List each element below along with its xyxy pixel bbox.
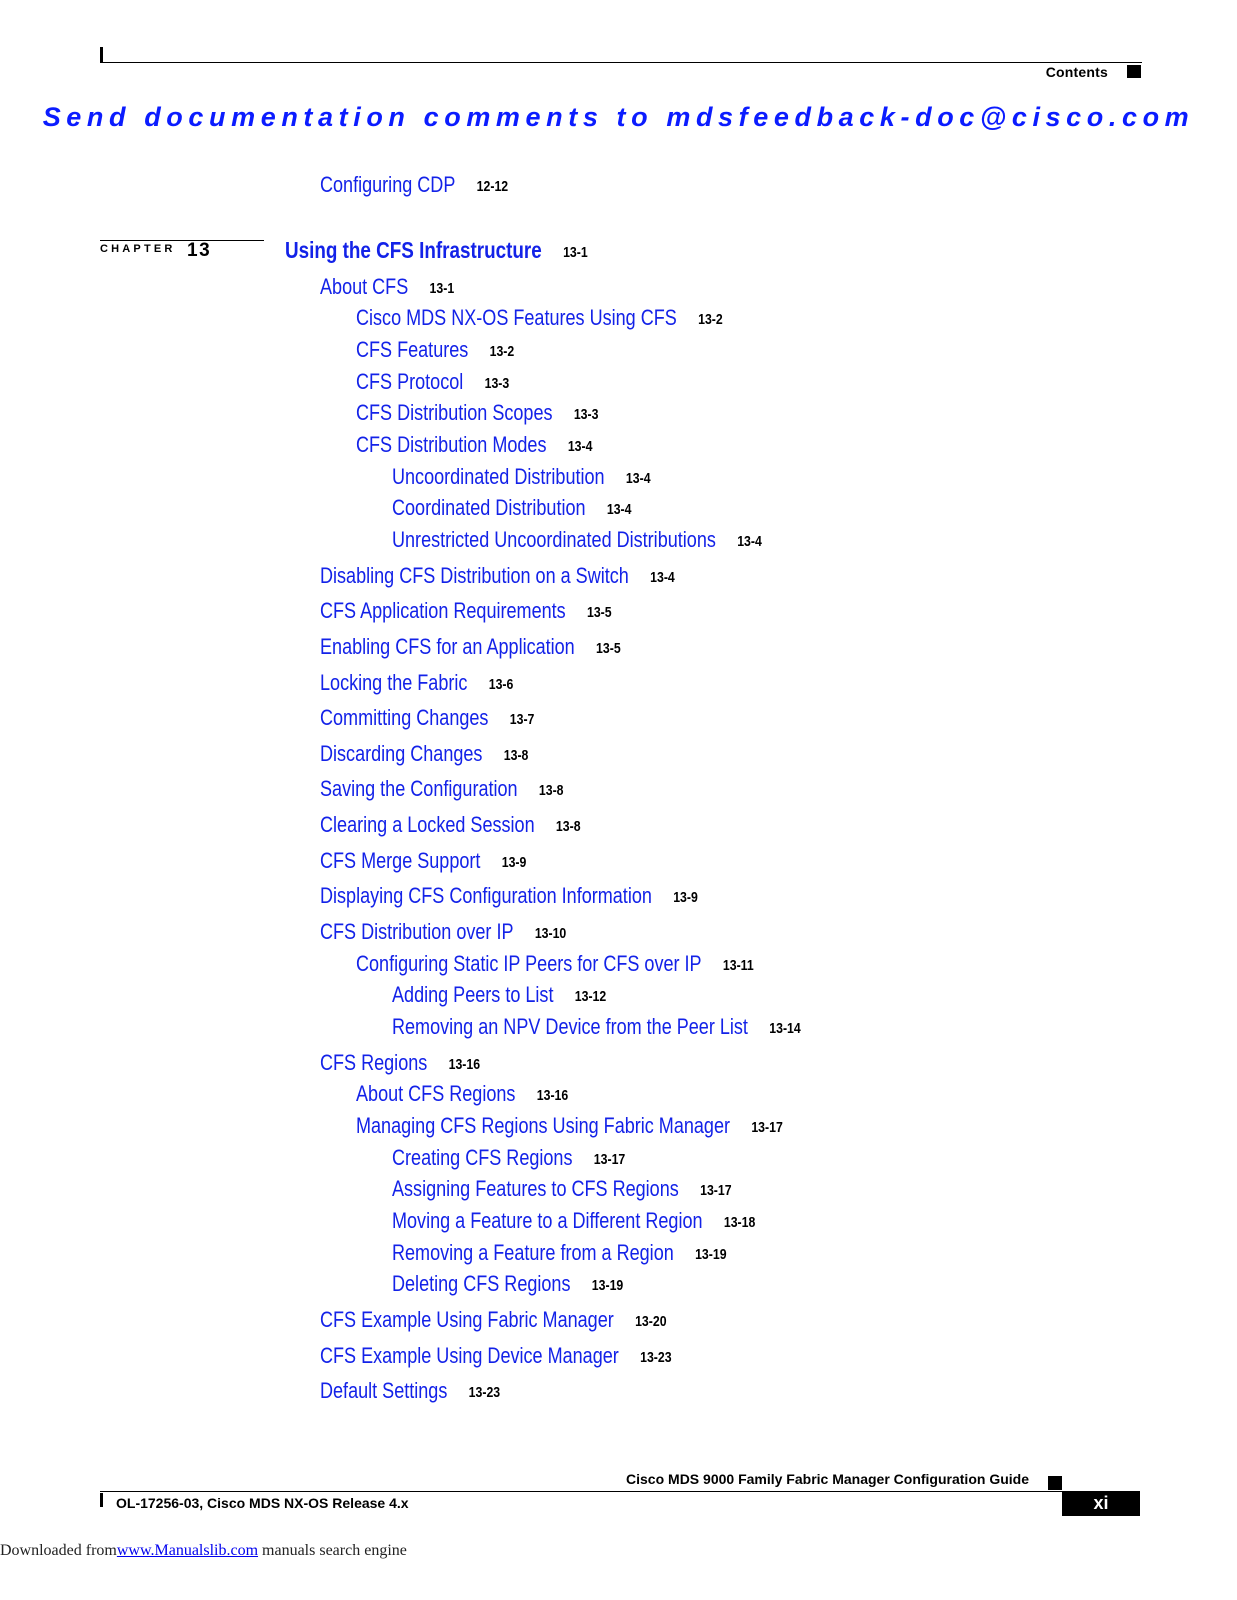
toc-entry[interactable] bbox=[356, 305, 723, 331]
toc-entry[interactable] bbox=[356, 337, 514, 363]
toc-page-number: 13-8 bbox=[538, 782, 564, 799]
toc-link[interactable]: Committing Changes bbox=[320, 705, 489, 730]
toc-entry[interactable] bbox=[320, 848, 526, 874]
toc-page-number: 13-16 bbox=[536, 1087, 569, 1104]
toc-entry[interactable] bbox=[320, 705, 534, 731]
toc-page-number: 13-12 bbox=[574, 988, 607, 1005]
toc-page-number: 13-1 bbox=[429, 280, 455, 297]
toc-entry[interactable] bbox=[392, 1176, 732, 1202]
toc-page-number: 13-19 bbox=[591, 1277, 624, 1294]
toc-link[interactable]: About CFS bbox=[320, 274, 409, 299]
download-credit bbox=[0, 1542, 407, 1560]
toc-link[interactable]: CFS Example Using Device Manager bbox=[320, 1343, 619, 1368]
toc-page-number: 13-8 bbox=[555, 818, 581, 835]
download-suffix: manuals search engine bbox=[258, 1542, 407, 1559]
toc-page-number: 13-7 bbox=[509, 711, 535, 728]
toc-page-number: 13-5 bbox=[586, 604, 612, 621]
toc-entry[interactable] bbox=[392, 1240, 727, 1266]
manualslib-link[interactable]: www.Manualslib.com bbox=[116, 1542, 259, 1559]
toc-page-number: 13-4 bbox=[650, 569, 675, 586]
toc-page-number: 13-8 bbox=[503, 747, 529, 764]
toc-entry[interactable] bbox=[320, 598, 612, 624]
toc-link[interactable]: Disabling CFS Distribution on a Switch bbox=[320, 563, 629, 588]
toc-link[interactable]: Coordinated Distribution bbox=[392, 495, 586, 520]
toc-page-number: 13-1 bbox=[563, 244, 588, 261]
toc-link[interactable]: CFS Protocol bbox=[356, 369, 464, 394]
chapter-label: CHAPTER bbox=[100, 243, 176, 255]
toc-link[interactable]: CFS Regions bbox=[320, 1050, 428, 1075]
footer-guide-title: Cisco MDS 9000 Family Fabric Manager Configuration Guide bbox=[626, 1471, 1029, 1487]
footer-doc-number: OL-17256-03, Cisco MDS NX-OS Release 4.x bbox=[116, 1495, 409, 1511]
toc-link[interactable]: Deleting CFS Regions bbox=[392, 1271, 571, 1296]
toc-link[interactable]: CFS Merge Support bbox=[320, 848, 481, 873]
toc-link[interactable]: Adding Peers to List bbox=[392, 982, 554, 1007]
toc-page-number: 13-9 bbox=[501, 854, 527, 871]
toc-link[interactable]: Configuring Static IP Peers for CFS over IP bbox=[356, 951, 702, 976]
toc-entry[interactable] bbox=[356, 1113, 783, 1139]
toc-link[interactable]: Unrestricted Uncoordinated Distributions bbox=[392, 527, 716, 552]
toc-link[interactable]: Moving a Feature to a Different Region bbox=[392, 1208, 703, 1233]
toc-entry[interactable] bbox=[392, 527, 762, 553]
footer-rule bbox=[100, 1491, 1062, 1492]
download-prefix: Downloaded from bbox=[0, 1542, 117, 1559]
toc-link[interactable]: Managing CFS Regions Using Fabric Manager bbox=[356, 1113, 731, 1138]
toc-link[interactable]: Removing an NPV Device from the Peer List bbox=[392, 1014, 748, 1039]
toc-page-number: 13-2 bbox=[489, 343, 515, 360]
toc-page-number: 13-10 bbox=[534, 925, 567, 942]
toc-entry[interactable] bbox=[392, 1014, 801, 1040]
toc-page-number: 13-4 bbox=[567, 438, 593, 455]
toc-page-number: 13-5 bbox=[596, 640, 621, 657]
toc-link[interactable]: CFS Distribution Scopes bbox=[356, 400, 553, 425]
toc-link[interactable]: Displaying CFS Configuration Information bbox=[320, 883, 652, 908]
header-square-marker bbox=[1127, 65, 1141, 78]
toc-page-number: 13-19 bbox=[695, 1246, 727, 1263]
toc-entry[interactable] bbox=[392, 1208, 755, 1234]
toc-entry[interactable] bbox=[320, 776, 564, 802]
toc-link[interactable]: Locking the Fabric bbox=[320, 670, 468, 695]
toc-link[interactable]: Enabling CFS for an Application bbox=[320, 634, 575, 659]
toc-chapter-entry[interactable] bbox=[285, 237, 588, 264]
toc-page-number: 13-11 bbox=[722, 957, 754, 974]
header-tick bbox=[100, 47, 103, 63]
toc-entry[interactable] bbox=[320, 670, 513, 696]
toc-link[interactable]: Uncoordinated Distribution bbox=[392, 464, 605, 489]
toc-link[interactable]: CFS Application Requirements bbox=[320, 598, 566, 623]
toc-page-number: 13-9 bbox=[673, 889, 698, 906]
toc-page-number: 13-23 bbox=[640, 1349, 672, 1366]
toc-entry[interactable] bbox=[392, 495, 631, 521]
toc-entry[interactable] bbox=[320, 1378, 500, 1404]
toc-page-number: 13-17 bbox=[700, 1182, 732, 1199]
toc-link[interactable]: Creating CFS Regions bbox=[392, 1145, 573, 1170]
toc-entry[interactable] bbox=[356, 951, 754, 977]
toc-entry[interactable] bbox=[320, 1050, 480, 1076]
toc-page-number: 13-6 bbox=[488, 676, 514, 693]
toc-page-number: 13-23 bbox=[468, 1384, 501, 1401]
footer-square-marker bbox=[1048, 1476, 1062, 1490]
toc-link[interactable]: Saving the Configuration bbox=[320, 776, 518, 801]
toc-link[interactable]: Removing a Feature from a Region bbox=[392, 1240, 674, 1265]
toc-page-number: 13-17 bbox=[751, 1119, 783, 1136]
toc-link[interactable]: Assigning Features to CFS Regions bbox=[392, 1176, 679, 1201]
toc-page-number: 13-3 bbox=[573, 406, 599, 423]
toc-entry[interactable] bbox=[356, 369, 509, 395]
chapter-number: 13 bbox=[187, 240, 212, 261]
toc-entry[interactable] bbox=[392, 1271, 623, 1297]
toc-link[interactable]: Default Settings bbox=[320, 1378, 448, 1403]
toc-link[interactable]: Cisco MDS NX-OS Features Using CFS bbox=[356, 305, 677, 330]
toc-entry[interactable] bbox=[320, 563, 675, 589]
toc-page-number: 13-2 bbox=[698, 311, 723, 328]
toc-page-number: 13-14 bbox=[769, 1020, 801, 1037]
toc-entry[interactable] bbox=[320, 172, 508, 198]
feedback-banner[interactable]: Send documentation comments to mdsfeedback-doc@cisco.com bbox=[42, 102, 1195, 132]
toc-link[interactable]: CFS Distribution over IP bbox=[320, 919, 514, 944]
header-rule bbox=[100, 62, 1142, 63]
toc-page-number: 12-12 bbox=[476, 178, 509, 195]
toc-link[interactable]: Clearing a Locked Session bbox=[320, 812, 535, 837]
chapter-rule bbox=[100, 240, 264, 241]
toc-link[interactable]: CFS Example Using Fabric Manager bbox=[320, 1307, 614, 1332]
toc-link[interactable]: Discarding Changes bbox=[320, 741, 483, 766]
toc-entry[interactable] bbox=[356, 400, 598, 426]
toc-entry[interactable] bbox=[320, 274, 454, 300]
toc-entry[interactable] bbox=[320, 883, 698, 909]
toc-entry[interactable] bbox=[320, 634, 621, 660]
toc-page-number: 13-4 bbox=[606, 501, 632, 518]
toc-entry[interactable] bbox=[320, 812, 581, 838]
toc-entry[interactable] bbox=[320, 1343, 672, 1369]
toc-page-number: 13-20 bbox=[635, 1313, 667, 1330]
toc-link[interactable]: CFS Distribution Modes bbox=[356, 432, 547, 457]
toc-page-number: 13-18 bbox=[723, 1214, 756, 1231]
toc-entry[interactable] bbox=[356, 1081, 568, 1107]
toc-chapter-link[interactable]: Using the CFS Infrastructure bbox=[285, 237, 542, 263]
toc-page-number: 13-4 bbox=[625, 470, 651, 487]
toc-entry[interactable] bbox=[320, 919, 566, 945]
toc-entry[interactable] bbox=[392, 982, 606, 1008]
toc-entry[interactable] bbox=[320, 741, 528, 767]
toc-link[interactable]: About CFS Regions bbox=[356, 1081, 516, 1106]
toc-page-number: 13-3 bbox=[484, 375, 510, 392]
running-header-label: Contents bbox=[1045, 64, 1108, 80]
toc-page-number: 13-4 bbox=[737, 533, 762, 550]
toc-link[interactable]: Configuring CDP bbox=[320, 172, 456, 197]
toc-entry[interactable] bbox=[392, 1145, 625, 1171]
page-number-badge: xi bbox=[1062, 1491, 1140, 1516]
toc-page-number: 13-17 bbox=[593, 1151, 626, 1168]
footer-tick bbox=[100, 1493, 103, 1507]
toc-entry[interactable] bbox=[356, 432, 592, 458]
toc-entry[interactable] bbox=[392, 464, 651, 490]
toc-entry[interactable] bbox=[320, 1307, 667, 1333]
toc-page-number: 13-16 bbox=[448, 1056, 481, 1073]
toc-link[interactable]: CFS Features bbox=[356, 337, 469, 362]
